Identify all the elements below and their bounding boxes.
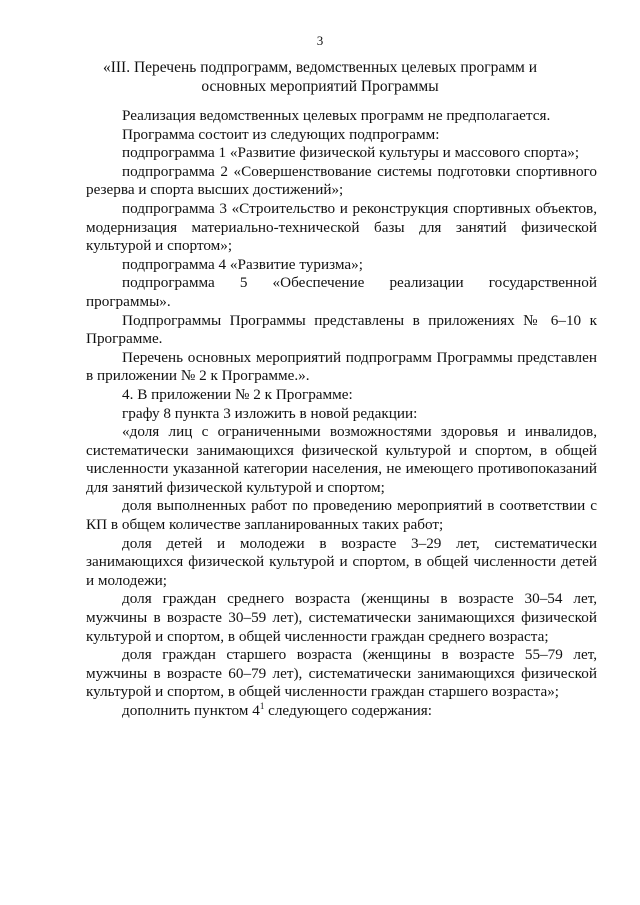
- section-heading: [100, 58, 540, 96]
- paragraph: подпрограмма 4 «Развитие туризма»;: [122, 255, 363, 273]
- paragraph: доля граждан старшего возраста (женщины в возрасте 55–79 лет, мужчины в возрасте 60–79 лет), систематически занимающихся физической культурой и спортом, в общей численности граждан старшего возраста»;: [86, 646, 597, 701]
- last-line-tail: следующего содержания:: [264, 702, 432, 719]
- page-number: 3: [316, 33, 324, 48]
- paragraph: доля детей и молодежи в возрасте 3–29 лет, систематически занимающихся физической культурой и спортом, в общей численности детей и молодежи;: [86, 534, 597, 589]
- last-line-text: дополнить пунктом 4: [122, 702, 260, 719]
- paragraph: Перечень основных мероприятий подпрограмм Программы представлен в приложении № 2 к Программе.».: [86, 348, 597, 385]
- paragraph: доля граждан среднего возраста (женщины в возрасте 30–54 лет, мужчины в возрасте 30–59 лет), систематически занимающихся физической культурой и спортом, в общей численности граждан среднего возраста;: [86, 590, 597, 645]
- paragraph: Подпрограммы Программы представлены в приложениях № 6–10 к Программе.: [86, 311, 597, 348]
- paragraph: графу 8 пункта 3 изложить в новой редакции:: [122, 404, 418, 422]
- paragraph: подпрограмма 1 «Развитие физической культуры и массового спорта»;: [122, 144, 580, 162]
- paragraph: Реализация ведомственных целевых программ не предполагается.: [122, 107, 551, 124]
- paragraph: «доля лиц с ограниченными возможностями здоровья и инвалидов, систематически занимающихся физической культурой и спортом, в общей численности указанной категории населения, не имеющего противопоказаний для занятий физической культурой и спортом;: [86, 423, 597, 496]
- paragraph-last: [86, 702, 597, 721]
- paragraph: 4. В приложении № 2 к Программе:: [122, 385, 353, 403]
- paragraph: подпрограмма 5 «Обеспечение реализации государственной программы».: [86, 274, 597, 310]
- paragraph: подпрограмма 2 «Совершенствование системы подготовки спортивного резерва и спорта высших достижений»;: [86, 162, 597, 199]
- document-body: [86, 107, 597, 721]
- paragraph: доля выполненных работ по проведению мероприятий в соответствии с КП в общем количестве запланированных таких работ;: [86, 497, 597, 534]
- paragraph: Программа состоит из следующих подпрограмм:: [122, 125, 440, 143]
- heading-line-2: основных мероприятий Программы: [201, 78, 439, 95]
- paragraph: подпрограмма 3 «Строительство и реконструкция спортивных объектов, модернизация материально-технической базы для занятий физической культурой и спортом»;: [86, 199, 597, 255]
- superscript: 1: [259, 700, 265, 711]
- heading-line-1: «III. Перечень подпрограмм, ведомственных целевых программ и: [102, 59, 537, 76]
